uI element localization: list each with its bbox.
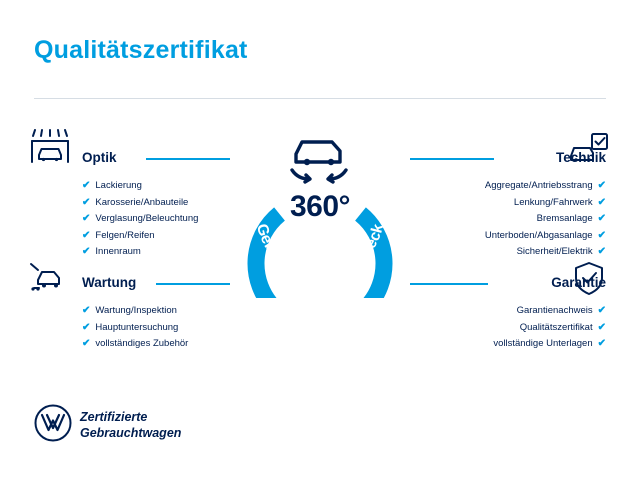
- list-item: [485, 195, 606, 212]
- list-item: [493, 303, 606, 320]
- page-title: Qualitätszertifikat: [34, 36, 248, 64]
- check-icon: ✔: [597, 180, 606, 192]
- list-item: [82, 244, 198, 261]
- check-icon: ✔: [82, 246, 91, 258]
- list-item-label: Hauptuntersuchung: [95, 321, 179, 333]
- check-icon: ✔: [82, 196, 91, 208]
- list-item-label: Karosserie/Anbauteile: [95, 196, 189, 208]
- section-heading-garantie: Garantie: [551, 275, 606, 290]
- section-heading-technik: Technik: [555, 150, 606, 165]
- list-item: [82, 303, 188, 320]
- section-list-technik: [485, 178, 606, 261]
- list-item: [485, 211, 606, 228]
- title-divider: [34, 98, 606, 99]
- list-item-label: Felgen/Reifen: [95, 229, 155, 241]
- list-item: [82, 336, 188, 353]
- footer-text: [80, 409, 181, 441]
- check-icon: ✔: [82, 321, 91, 333]
- list-item-label: vollständiges Zubehör: [95, 338, 189, 349]
- list-item-label: Unterboden/Abgasanlage: [484, 229, 593, 241]
- check-icon: ✔: [597, 321, 606, 333]
- section-heading-optik: Optik: [82, 150, 117, 165]
- list-item-label: Sicherheit/Elektrik: [516, 246, 593, 257]
- vw-logo: [34, 404, 72, 447]
- list-item: [493, 320, 606, 337]
- list-item: [485, 244, 606, 261]
- check-icon: ✔: [82, 180, 91, 192]
- check-icon: ✔: [82, 305, 91, 317]
- car-wash-icon: [28, 128, 72, 168]
- badge-degrees: 360°: [289, 190, 351, 223]
- footer-line-1: Zertifizierte: [80, 410, 148, 424]
- section-rule-optik: [146, 158, 230, 160]
- list-item: [485, 228, 606, 245]
- list-item-label: Lenkung/Fahrwerk: [513, 196, 593, 208]
- check-icon: ✔: [597, 229, 606, 241]
- list-item-label: Lackierung: [95, 180, 142, 191]
- list-item-label: Verglasung/Beleuchtung: [95, 213, 199, 224]
- check-icon: ✔: [597, 246, 606, 258]
- section-rule-wartung: [156, 283, 230, 285]
- section-rule-technik: [410, 158, 494, 160]
- list-item: [82, 178, 198, 195]
- center-badge: [236, 118, 404, 298]
- list-item: [82, 195, 198, 212]
- list-item: [82, 228, 198, 245]
- list-item-label: Qualitätszertifikat: [519, 321, 593, 333]
- check-icon: ✔: [597, 338, 606, 350]
- list-item: [485, 178, 606, 195]
- section-list-garantie: [493, 303, 606, 353]
- list-item: [82, 320, 188, 337]
- check-icon: ✔: [82, 338, 91, 350]
- section-list-optik: [82, 178, 198, 261]
- footer-line-2: Gebrauchtwagen: [80, 426, 182, 440]
- list-item: [82, 211, 198, 228]
- check-icon: ✔: [597, 305, 606, 317]
- section-list-wartung: [82, 303, 188, 353]
- list-item-label: vollständige Unterlagen: [493, 338, 593, 349]
- list-item-label: Aggregate/Antriebsstrang: [484, 180, 593, 191]
- list-item-label: Wartung/Inspektion: [95, 305, 177, 316]
- check-icon: ✔: [597, 213, 606, 225]
- check-icon: ✔: [82, 213, 91, 225]
- car-lift-icon: [28, 258, 74, 296]
- section-heading-wartung: Wartung: [82, 275, 137, 290]
- svg-text:Gebrauchtwagen-Check: Gebrauchtwagen-Check: [252, 222, 387, 283]
- list-item-label: Garantienachweis: [516, 305, 593, 316]
- check-icon: ✔: [82, 229, 91, 241]
- check-icon: ✔: [597, 196, 606, 208]
- list-item-label: Bremsanlage: [536, 213, 593, 224]
- list-item: [493, 336, 606, 353]
- section-rule-garantie: [410, 283, 488, 285]
- list-item-label: Innenraum: [95, 246, 141, 257]
